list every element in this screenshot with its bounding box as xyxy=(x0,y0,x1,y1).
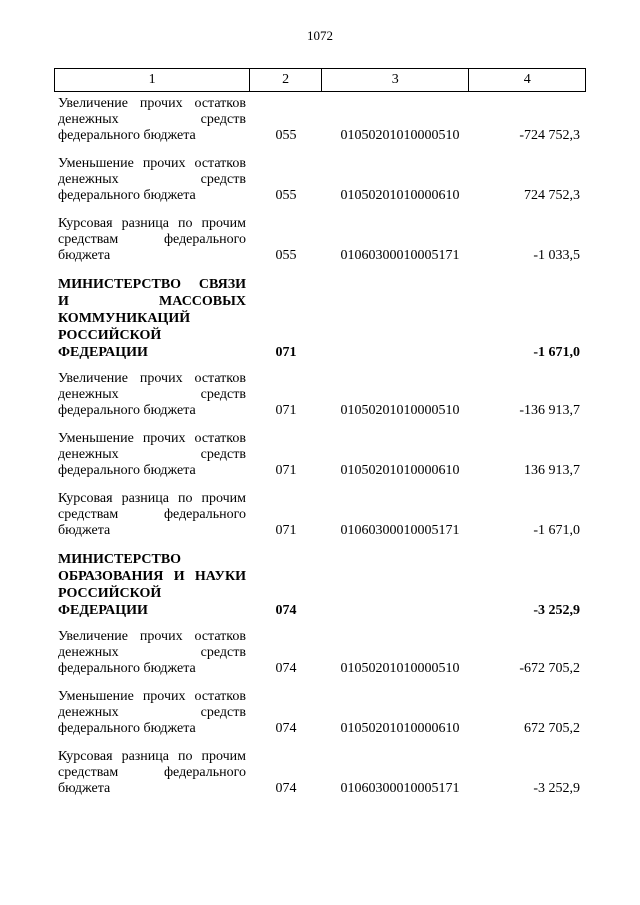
row-kbk: 01050201010000610 xyxy=(340,721,460,736)
table-row xyxy=(0,156,640,204)
row-name: Курсовая разница по прочим средствам федерального бюджета xyxy=(58,491,246,538)
column-header-1: 1 xyxy=(55,69,250,91)
row-kbk: 01050201010000510 xyxy=(340,128,460,143)
row-code: 074 xyxy=(275,721,297,736)
row-name: Курсовая разница по прочим средствам федерального бюджета xyxy=(58,216,246,263)
row-kbk: 01060300010005171 xyxy=(340,523,460,538)
row-amount: -724 752,3 xyxy=(519,128,580,143)
page-number: 1072 xyxy=(307,28,333,43)
ministry-row xyxy=(0,276,640,361)
row-name: Увеличение прочих остатков денежных средств федерального бюджета xyxy=(58,629,246,676)
row-name: Уменьшение прочих остатков денежных средств федерального бюджета xyxy=(58,689,246,736)
table-row xyxy=(0,371,640,419)
ministry-amount: -1 671,0 xyxy=(533,345,580,360)
row-name: Уменьшение прочих остатков денежных средств федерального бюджета xyxy=(58,156,246,203)
row-amount: -672 705,2 xyxy=(519,661,580,676)
row-code: 071 xyxy=(275,403,297,418)
column-header-3: 3 xyxy=(322,69,469,91)
ministry-code: 071 xyxy=(275,345,297,360)
row-code: 055 xyxy=(275,248,297,263)
table-row xyxy=(0,629,640,677)
row-name: Увеличение прочих остатков денежных средств федерального бюджета xyxy=(58,96,246,143)
table-row xyxy=(0,491,640,539)
row-kbk: 01050201010000510 xyxy=(340,661,460,676)
row-code: 071 xyxy=(275,523,297,538)
row-code: 055 xyxy=(275,128,297,143)
row-kbk: 01060300010005171 xyxy=(340,248,460,263)
row-amount: 136 913,7 xyxy=(524,463,580,478)
row-kbk: 01050201010000510 xyxy=(340,403,460,418)
row-code: 074 xyxy=(275,661,297,676)
ministry-code: 074 xyxy=(275,603,297,618)
table-row xyxy=(0,749,640,797)
ministry-row xyxy=(0,551,640,619)
ministry-name: МИНИСТЕРСТВО ОБРАЗОВАНИЯ И НАУКИ РОССИЙСКОЙ ФЕДЕРАЦИИ xyxy=(58,552,246,618)
row-code: 074 xyxy=(275,781,297,796)
column-header-4: 4 xyxy=(523,72,531,87)
table-row xyxy=(0,216,640,264)
ministry-amount: -3 252,9 xyxy=(533,603,580,618)
row-code: 071 xyxy=(275,463,297,478)
table-row xyxy=(0,431,640,479)
ministry-name: МИНИСТЕРСТВО СВЯЗИ И МАССОВЫХ КОММУНИКАЦИЙ РОССИЙСКОЙ ФЕДЕРАЦИИ xyxy=(58,277,246,360)
row-amount: 724 752,3 xyxy=(524,188,580,203)
table-row xyxy=(0,96,640,144)
row-name: Курсовая разница по прочим средствам федерального бюджета xyxy=(58,749,246,796)
row-kbk: 01050201010000610 xyxy=(340,188,460,203)
row-amount: -136 913,7 xyxy=(519,403,580,418)
row-name: Уменьшение прочих остатков денежных средств федерального бюджета xyxy=(58,431,246,478)
row-kbk: 01050201010000610 xyxy=(340,463,460,478)
column-header-2: 2 xyxy=(250,69,322,91)
row-amount: -3 252,9 xyxy=(533,781,580,796)
table-row xyxy=(0,689,640,737)
table-body xyxy=(0,96,640,809)
row-amount: -1 033,5 xyxy=(533,248,580,263)
table-header xyxy=(54,68,586,92)
row-name: Увеличение прочих остатков денежных средств федерального бюджета xyxy=(58,371,246,418)
row-amount: -1 671,0 xyxy=(533,523,580,538)
row-code: 055 xyxy=(275,188,297,203)
row-kbk: 01060300010005171 xyxy=(340,781,460,796)
row-amount: 672 705,2 xyxy=(524,721,580,736)
